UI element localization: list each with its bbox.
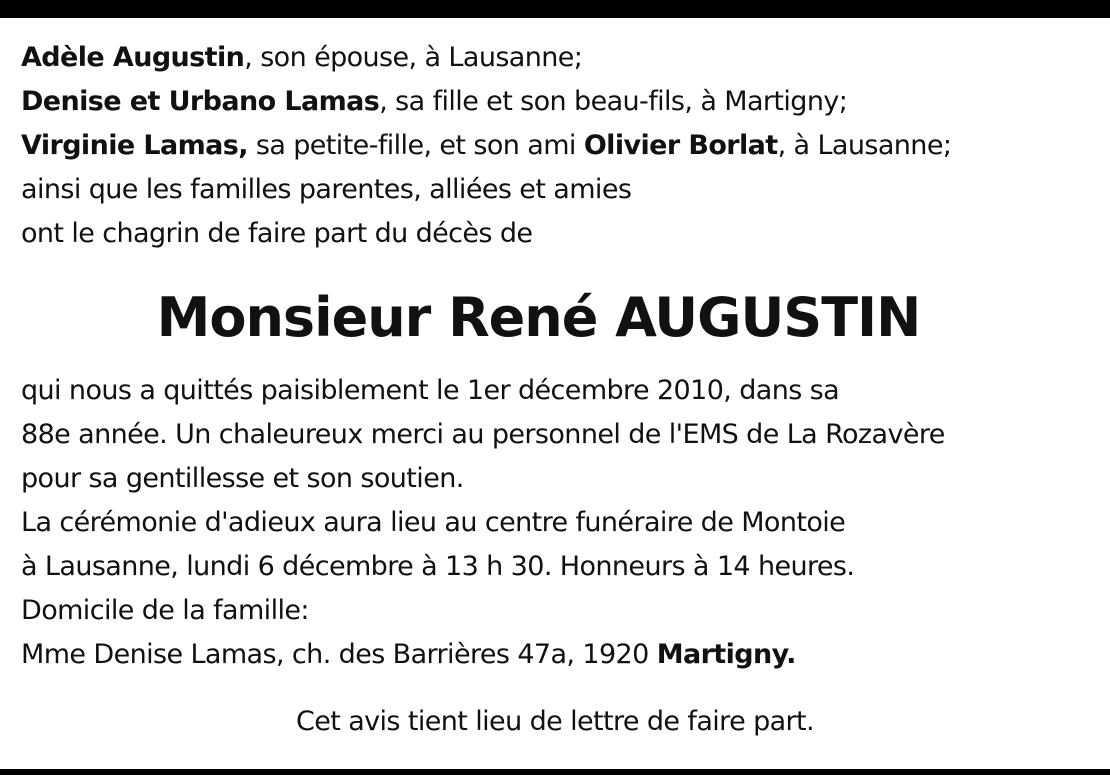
body-line: 88e année. Un chaleureux merci au personnel de l'EMS de La Rozavère xyxy=(21,419,945,450)
obituary-notice xyxy=(21,36,1096,677)
family-name: Adèle Augustin xyxy=(21,42,245,73)
bottom-border xyxy=(0,769,1110,775)
family-name: Denise et Urbano Lamas xyxy=(21,86,380,117)
address-text: Mme Denise Lamas, ch. des Barrières 47a, 1920 xyxy=(21,639,657,670)
family-line-daughter xyxy=(21,80,1096,124)
intro-line: ont le chagrin de faire part du décès de xyxy=(21,218,533,249)
family-relation: , son épouse, à Lausanne; xyxy=(244,42,583,73)
intro-line: ainsi que les familles parentes, alliées et amies xyxy=(21,174,632,205)
family-line-granddaughter xyxy=(21,124,1096,168)
family-name: Virginie Lamas, xyxy=(21,130,248,161)
closing-note: Cet avis tient lieu de lettre de faire part. xyxy=(295,706,815,737)
body-line: à Lausanne, lundi 6 décembre à 13 h 30. Honneurs à 14 heures. xyxy=(21,551,855,582)
family-relation: sa petite-fille, et son ami xyxy=(247,130,584,161)
family-relation: , sa fille et son beau-fils, à Martigny; xyxy=(379,86,848,117)
body-line: pour sa gentillesse et son soutien. xyxy=(21,463,464,494)
family-relation: , à Lausanne; xyxy=(777,130,952,161)
body-line: Domicile de la famille: xyxy=(21,595,309,626)
deceased-name: Monsieur René AUGUSTIN xyxy=(156,286,921,349)
family-name-friend: Olivier Borlat xyxy=(583,130,778,161)
address-city: Martigny. xyxy=(656,639,796,670)
family-line-spouse xyxy=(21,36,1096,80)
family-address xyxy=(21,633,1096,677)
body-line: La cérémonie d'adieux aura lieu au centre funéraire de Montoie xyxy=(21,507,846,538)
top-border xyxy=(0,0,1110,18)
body-line: qui nous a quittés paisiblement le 1er décembre 2010, dans sa xyxy=(21,375,840,406)
